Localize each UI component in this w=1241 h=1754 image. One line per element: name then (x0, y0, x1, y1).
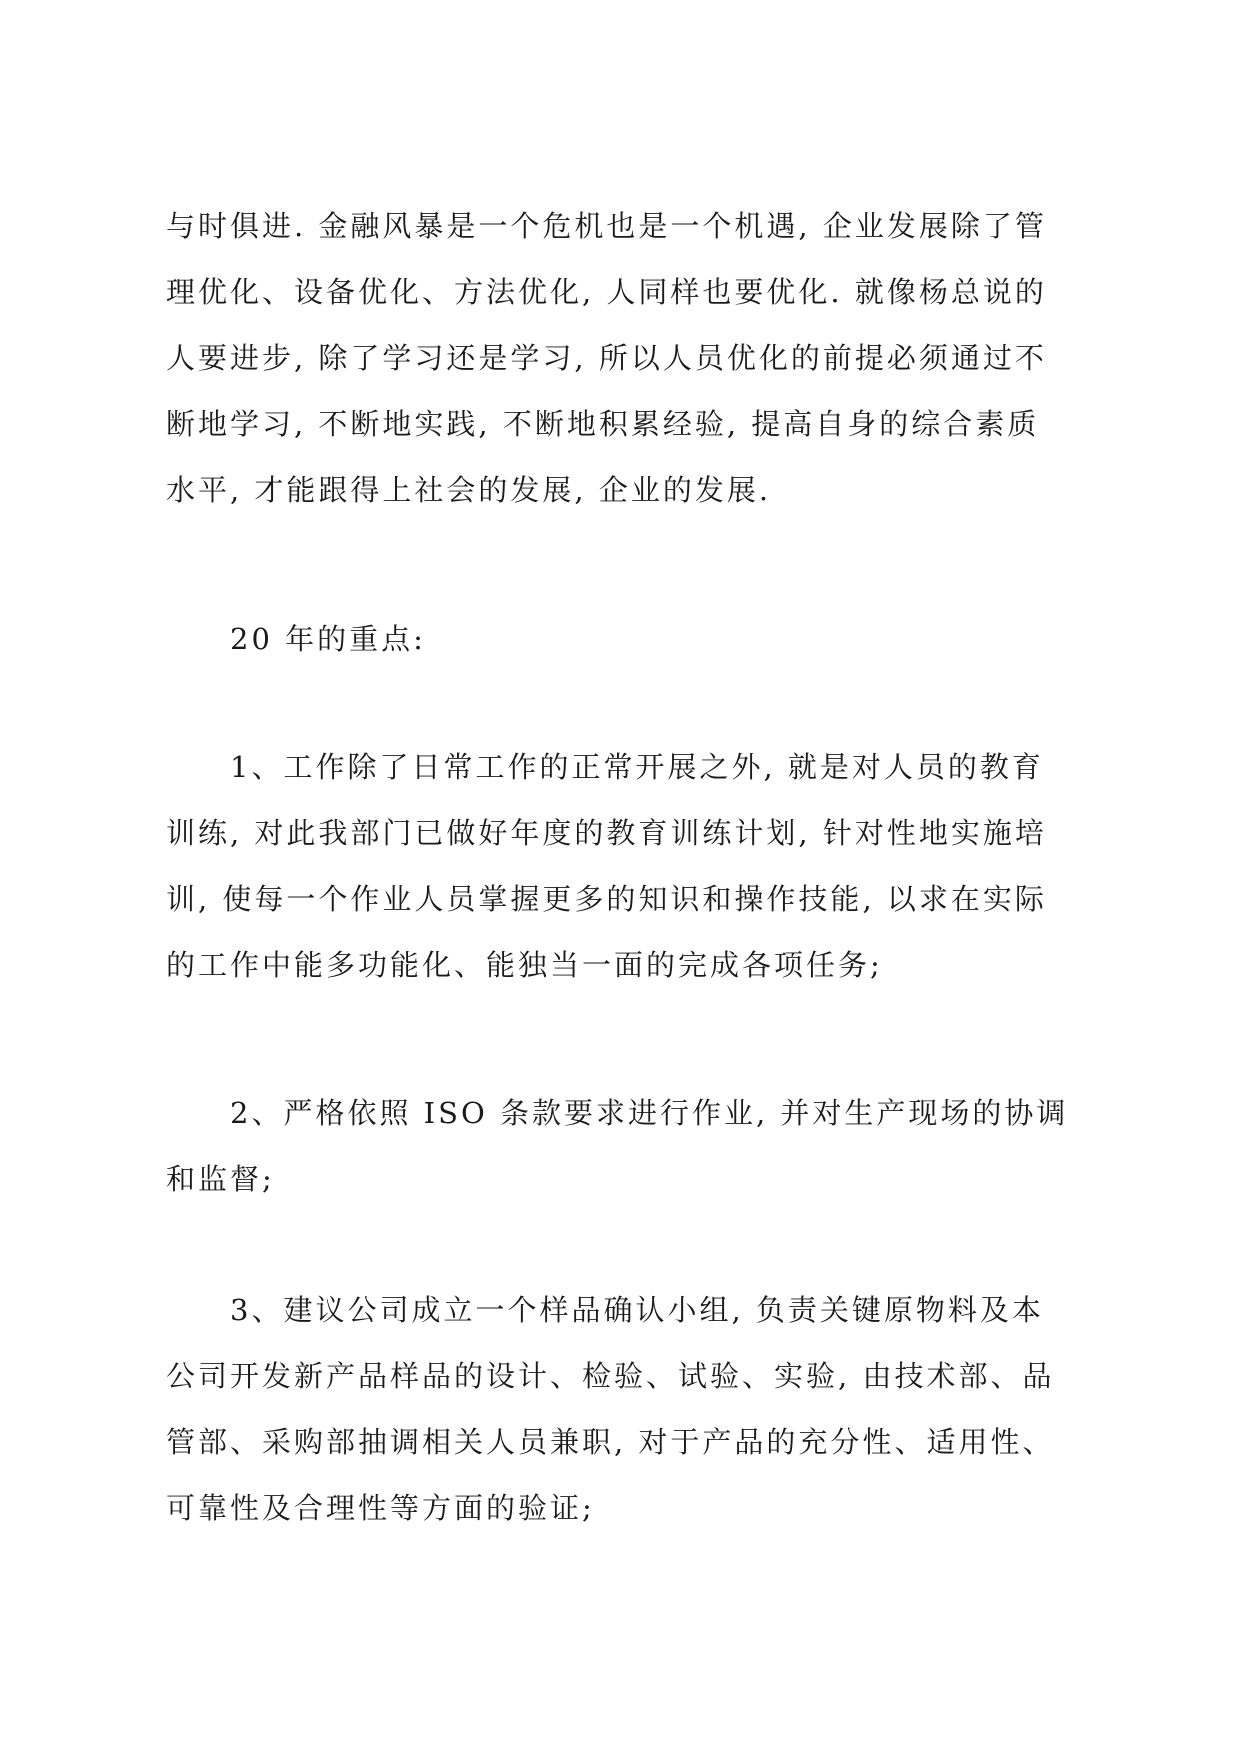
text-line: 2、严格依照 ISO 条款要求进行作业, 并对生产现场的协调 (230, 1096, 1069, 1130)
text-line: 训, 使每一个作业人员掌握更多的知识和操作技能, 以求在实际 (166, 882, 1047, 916)
text-line: 的工作中能多功能化、能独当一面的完成各项任务; (166, 948, 883, 982)
text-line: 理优化、设备优化、方法优化, 人同样也要优化. 就像杨总说的 (166, 275, 1047, 309)
paragraph-item-3 (166, 1277, 1086, 1541)
text-line: 水平, 才能跟得上社会的发展, 企业的发展. (166, 473, 772, 507)
text-line: 可靠性及合理性等方面的验证; (166, 1491, 595, 1525)
text-line: 训练, 对此我部门已做好年度的教育训练计划, 针对性地实施培 (166, 816, 1047, 850)
text-line: 断地学习, 不断地实践, 不断地积累经验, 提高自身的综合素质 (166, 407, 1040, 441)
text-line: 人要进步, 除了学习还是学习, 所以人员优化的前提必须通过不 (166, 341, 1047, 375)
heading-line: 20 年的重点: (230, 622, 426, 656)
section-heading (166, 606, 1086, 672)
text-line: 1、工作除了日常工作的正常开展之外, 就是对人员的教育 (230, 750, 1044, 784)
paragraph-item-1 (166, 734, 1086, 998)
text-line: 3、建议公司成立一个样品确认小组, 负责关键原物料及本 (230, 1293, 1044, 1327)
text-line: 管部、采购部抽调相关人员兼职, 对于产品的充分性、适用性、 (166, 1425, 1055, 1459)
paragraph-intro (166, 193, 1086, 523)
text-line: 公司开发新产品样品的设计、检验、试验、实验, 由技术部、品 (166, 1359, 1055, 1393)
text-line: 与时俱进. 金融风暴是一个危机也是一个机遇, 企业发展除了管 (166, 209, 1047, 243)
text-line: 和监督; (166, 1162, 275, 1196)
paragraph-item-2 (166, 1080, 1086, 1212)
